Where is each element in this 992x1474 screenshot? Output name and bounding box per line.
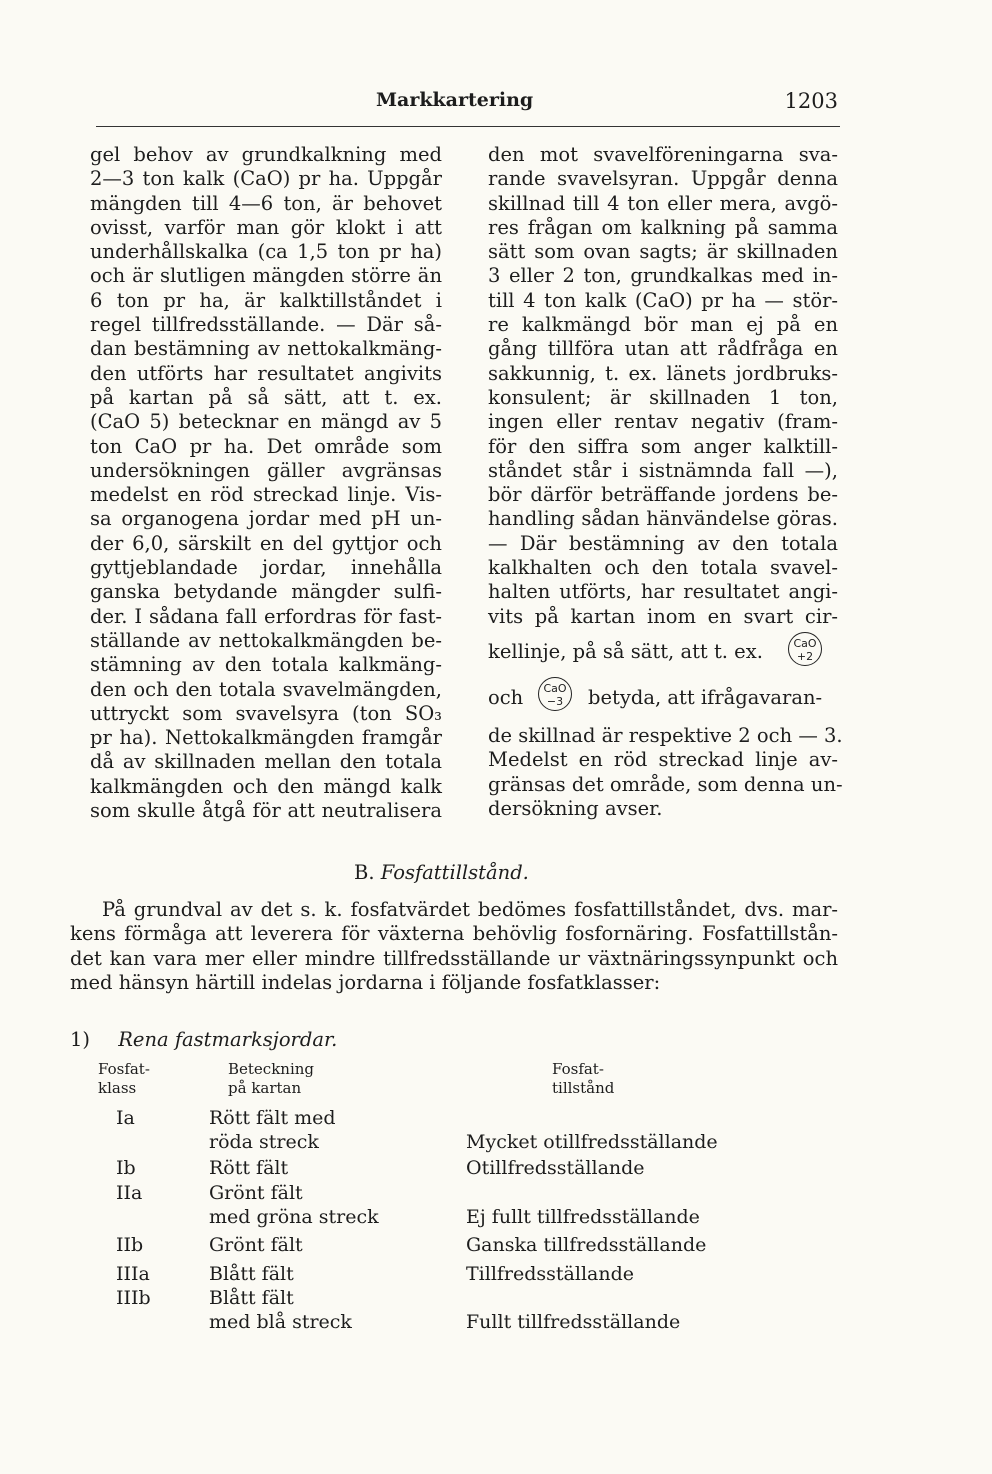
text-line: gel behov av grundkalkning med xyxy=(90,143,442,166)
body-paragraph xyxy=(70,898,838,995)
circle-example-line-2-after xyxy=(588,686,838,709)
circle-2-top: CaO xyxy=(543,682,567,695)
cao-circle-minus3 xyxy=(538,677,572,711)
section-title: Fosfattillstånd. xyxy=(380,861,529,884)
header-klass xyxy=(98,1060,150,1098)
paragraph-line: kens förmåga att leverera för växterna behövlig fosfornäring. Fosfattillstån- xyxy=(70,922,838,946)
circle-1-bottom: +2 xyxy=(796,650,814,663)
header-beteckning-line1: Beteckning xyxy=(228,1060,315,1078)
circle-example-line-1 xyxy=(488,640,763,663)
text-line: medelst en röd streckad linje. Vis- xyxy=(90,483,442,507)
text-line: re kalkmängd bör man ej på en xyxy=(488,313,838,337)
subsection-title: Rena fastmarksjordar. xyxy=(118,1028,338,1051)
cao-circle-plus2 xyxy=(788,632,822,666)
text-line: handling sådan hänvändelse göras. xyxy=(488,507,838,531)
table-cell-tillstand: Ganska tillfredsställande xyxy=(466,1234,707,1256)
text-line: kalkmängden och den mängd kalk xyxy=(90,774,442,798)
text-line: pr ha). Nettokalkmängden framgår xyxy=(90,726,442,750)
text-line: ton CaO pr ha. Det område som xyxy=(90,434,442,458)
text-line: dersökning avser. xyxy=(488,796,663,820)
header-klass-line2: klass xyxy=(98,1079,137,1097)
text-line: ingen eller rentav negativ (fram- xyxy=(488,410,838,434)
text-line: sakkunnig, t. ex. länets jordbruks- xyxy=(488,361,838,385)
header-beteckning xyxy=(228,1060,314,1098)
text-line: sa organogena jordar med pH un- xyxy=(90,507,442,531)
right-column xyxy=(488,143,838,629)
table-cell-klass: IIIb xyxy=(116,1287,151,1309)
text-line: som skulle åtgå för att neutralisera xyxy=(90,799,442,823)
text-line: (CaO 5) betecknar en mängd av 5 xyxy=(90,410,442,434)
table-cell-beteckning: Blått fält xyxy=(209,1263,294,1285)
text-line: Medelst en röd streckad linje av- xyxy=(488,748,838,772)
text-line: regel tillfredsställande. — Där så- xyxy=(90,313,442,337)
text-line: vits på kartan inom en svart cir- xyxy=(488,604,838,628)
text-line: 6 ton pr ha, är kalktillståndet i xyxy=(90,288,442,312)
circle-example-line-2 xyxy=(488,686,523,709)
table-cell-beteckning: Blått fält xyxy=(209,1287,294,1309)
table-cell-klass: IIIa xyxy=(116,1263,150,1285)
text-line: kalkhalten och den totala svavel- xyxy=(488,556,838,580)
text-line: dan bestämning av nettokalkmäng- xyxy=(90,337,442,361)
text-line: skillnad till 4 ton eller mera, avgö- xyxy=(488,191,838,215)
subsection-heading xyxy=(70,1028,337,1051)
table-cell-klass: Ia xyxy=(116,1107,135,1129)
right-column-tail xyxy=(488,724,843,821)
text-line: ställande av nettokalkmängden be- xyxy=(90,628,442,652)
text-line: på kartan på så sätt, att t. ex. xyxy=(90,385,442,409)
text-line: till 4 ton kalk (CaO) pr ha — stör- xyxy=(488,288,838,312)
text-line: och är slutligen mängden större än xyxy=(90,264,442,288)
circle-line-2-after: betyda, att ifrågavaran- xyxy=(588,686,823,709)
table-cell-beteckning: Grönt fält xyxy=(209,1182,303,1204)
header-rule xyxy=(96,126,840,127)
running-header xyxy=(96,86,838,118)
text-line: 2—3 ton kalk (CaO) pr ha. Uppgår xyxy=(90,167,442,191)
table-cell-tillstand: Otillfredsställande xyxy=(466,1157,645,1179)
text-line: gång tillföra utan att rådfråga en xyxy=(488,337,838,361)
text-line: gränsas det område, som denna un- xyxy=(488,772,843,796)
text-line: — Där bestämning av den totala xyxy=(488,531,838,555)
header-klass-line1: Fosfat- xyxy=(98,1060,150,1078)
table-cell-tillstand: Fullt tillfredsställande xyxy=(466,1311,681,1333)
text-line: bör därför beträffande jordens be- xyxy=(488,483,838,507)
text-line: ovisst, varför man gör klokt i att xyxy=(90,215,442,239)
text-line: stämning av den totala kalkmäng- xyxy=(90,653,442,677)
text-line: rande svavelsyran. Uppgår denna xyxy=(488,167,838,191)
text-line: 3 eller 2 ton, grundkalkas med in- xyxy=(488,264,838,288)
running-title: Markkartering xyxy=(376,89,534,111)
table-cell-klass: IIa xyxy=(116,1182,143,1204)
text-line: halten utförts, har resultatet angi- xyxy=(488,580,838,604)
text-line: underhållskalka (ca 1,5 ton pr ha) xyxy=(90,240,442,264)
table-cell-klass: Ib xyxy=(116,1157,136,1179)
text-line: konsulent; är skillnaden 1 ton, xyxy=(488,385,838,409)
subsection-number: 1) xyxy=(70,1028,91,1051)
text-line: den utförts har resultatet angivits xyxy=(90,361,442,385)
circle-line-2-before: och xyxy=(488,686,524,709)
circle-1-top: CaO xyxy=(793,637,817,650)
text-line: der. I sådana fall erfordras för fast- xyxy=(90,604,442,628)
text-line: den mot svavelföreningarna sva- xyxy=(488,143,838,166)
text-line: mängden till 4—6 ton, är behovet xyxy=(90,191,442,215)
table-cell-beteckning: Rött fält xyxy=(209,1157,289,1179)
table-cell-beteckning: med blå streck xyxy=(209,1311,352,1333)
paragraph-line: med hänsyn härtill indelas jordarna i följande fosfatklasser: xyxy=(70,970,661,994)
table-cell-beteckning: röda streck xyxy=(209,1131,319,1153)
header-tillstand-line2: tillstånd xyxy=(552,1079,615,1097)
header-tillstand-line1: Fosfat- xyxy=(552,1060,604,1078)
table-cell-tillstand: Tillfredsställande xyxy=(466,1263,635,1285)
paragraph-line: På grundval av det s. k. fosfatvärdet bedömes fosfattillståndet, dvs. mar- xyxy=(102,898,838,921)
text-line: då av skillnaden mellan den totala xyxy=(90,750,442,774)
section-letter: B. xyxy=(354,861,375,884)
section-heading xyxy=(354,861,529,884)
table-cell-klass: IIb xyxy=(116,1234,144,1256)
circle-line-1-text: kellinje, på så sätt, att t. ex. xyxy=(488,640,763,663)
page-number: 1203 xyxy=(784,89,838,113)
text-line: sätt som ovan sagts; är skillnaden xyxy=(488,240,838,264)
header-beteckning-line2: på kartan xyxy=(228,1079,302,1097)
text-line: gyttjeblandade jordar, innehålla xyxy=(90,556,442,580)
text-line: den och den totala svavelmängden, xyxy=(90,677,442,701)
text-line: ståndet står i sistnämnda fall —), xyxy=(488,458,838,482)
circle-2-bottom: −3 xyxy=(546,695,564,708)
table-cell-tillstand: Mycket otillfredsställande xyxy=(466,1131,718,1153)
table-cell-beteckning: Grönt fält xyxy=(209,1234,303,1256)
table-cell-tillstand: Ej fullt tillfredsställande xyxy=(466,1206,700,1228)
table-cell-beteckning: Rött fält med xyxy=(209,1107,336,1129)
text-line: ganska betydande mängder sulfi- xyxy=(90,580,442,604)
left-column xyxy=(90,143,442,823)
text-line: res frågan om kalkning på samma xyxy=(488,215,838,239)
text-line: för den siffra som anger kalktill- xyxy=(488,434,838,458)
text-line: uttryckt som svavelsyra (ton SO₃ xyxy=(90,701,442,725)
header-tillstand xyxy=(552,1060,614,1098)
text-line: der 6,0, särskilt en del gyttjor och xyxy=(90,531,442,555)
text-line: de skillnad är respektive 2 och — 3. xyxy=(488,724,843,747)
paragraph-line: det kan vara mer eller mindre tillfredsställande ur växtnäringssynpunkt och xyxy=(70,946,838,970)
text-line: undersökningen gäller avgränsas xyxy=(90,458,442,482)
table-cell-beteckning: med gröna streck xyxy=(209,1206,379,1228)
